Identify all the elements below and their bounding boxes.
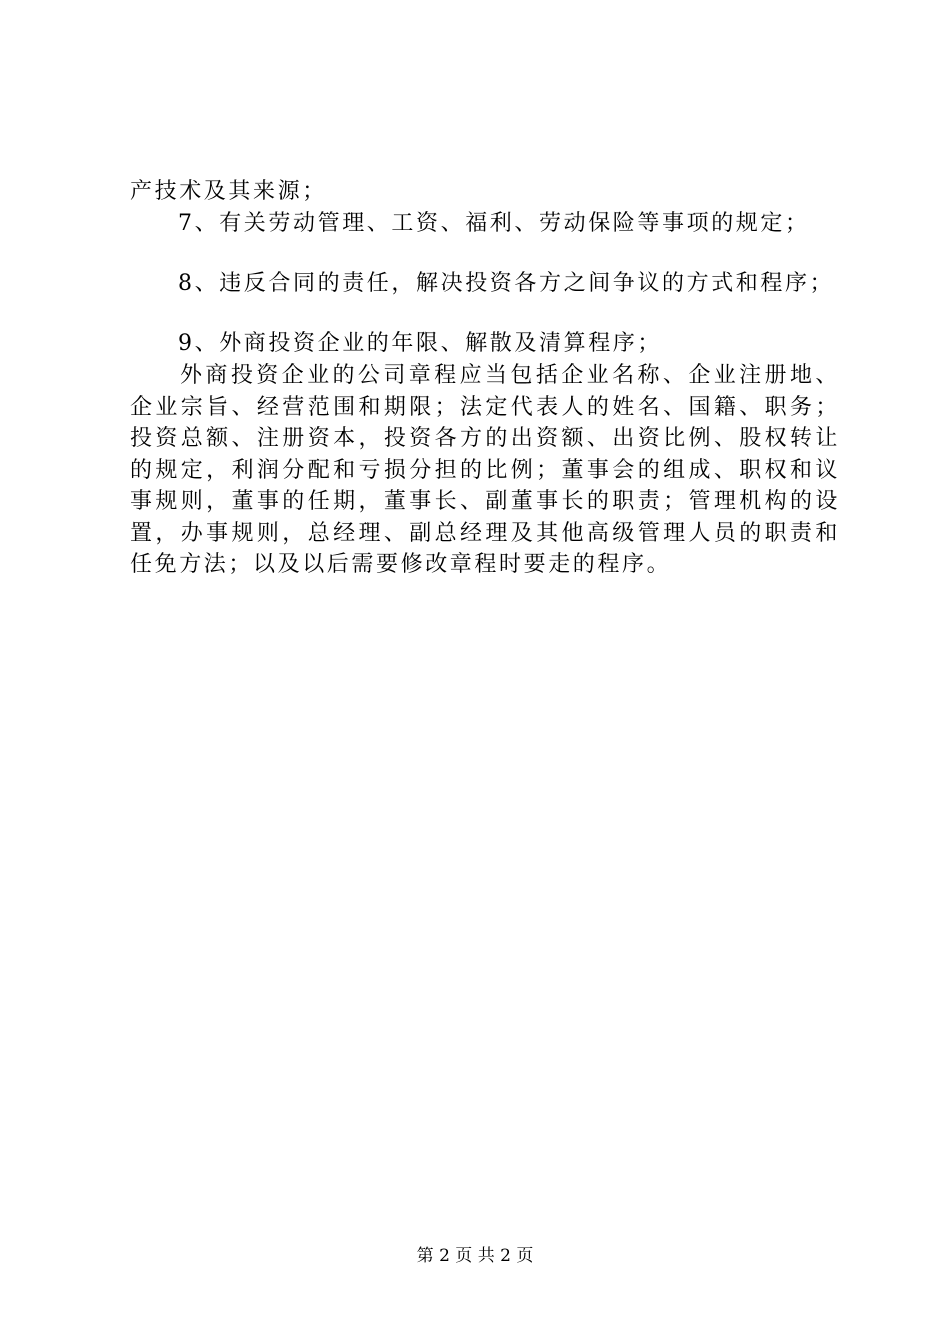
page-number-footer: 第 2 页 共 2 页 (416, 1246, 534, 1266)
list-item-8: 8、违反合同的责任，解决投资各方之间争议的方式和程序； (178, 271, 835, 296)
articles-paragraph: 外商投资企业的公司章程应当包括企业名称、企业注册地、企业宗旨、经营范围和期限；法定代表人的姓名、国籍、职务；投资总额、注册资本，投资各方的出资额、出资比例、股权转让的规定，利润分配和亏损分担的比例；董事会的组成、职权和议事规则，董事的任期，董事长、副董事长的职责；管理机构的设置，办事规则，总经理、副总经理及其他高级管理人员的职责和任免方法；以及以后需要修改章程时要走的程序。 (130, 363, 840, 577)
continuation-line: 产技术及其来源； (130, 179, 327, 204)
list-item-7: 7、有关劳动管理、工资、福利、劳动保险等事项的规定； (178, 211, 810, 236)
list-item-9: 9、外商投资企业的年限、解散及清算程序； (178, 331, 662, 356)
